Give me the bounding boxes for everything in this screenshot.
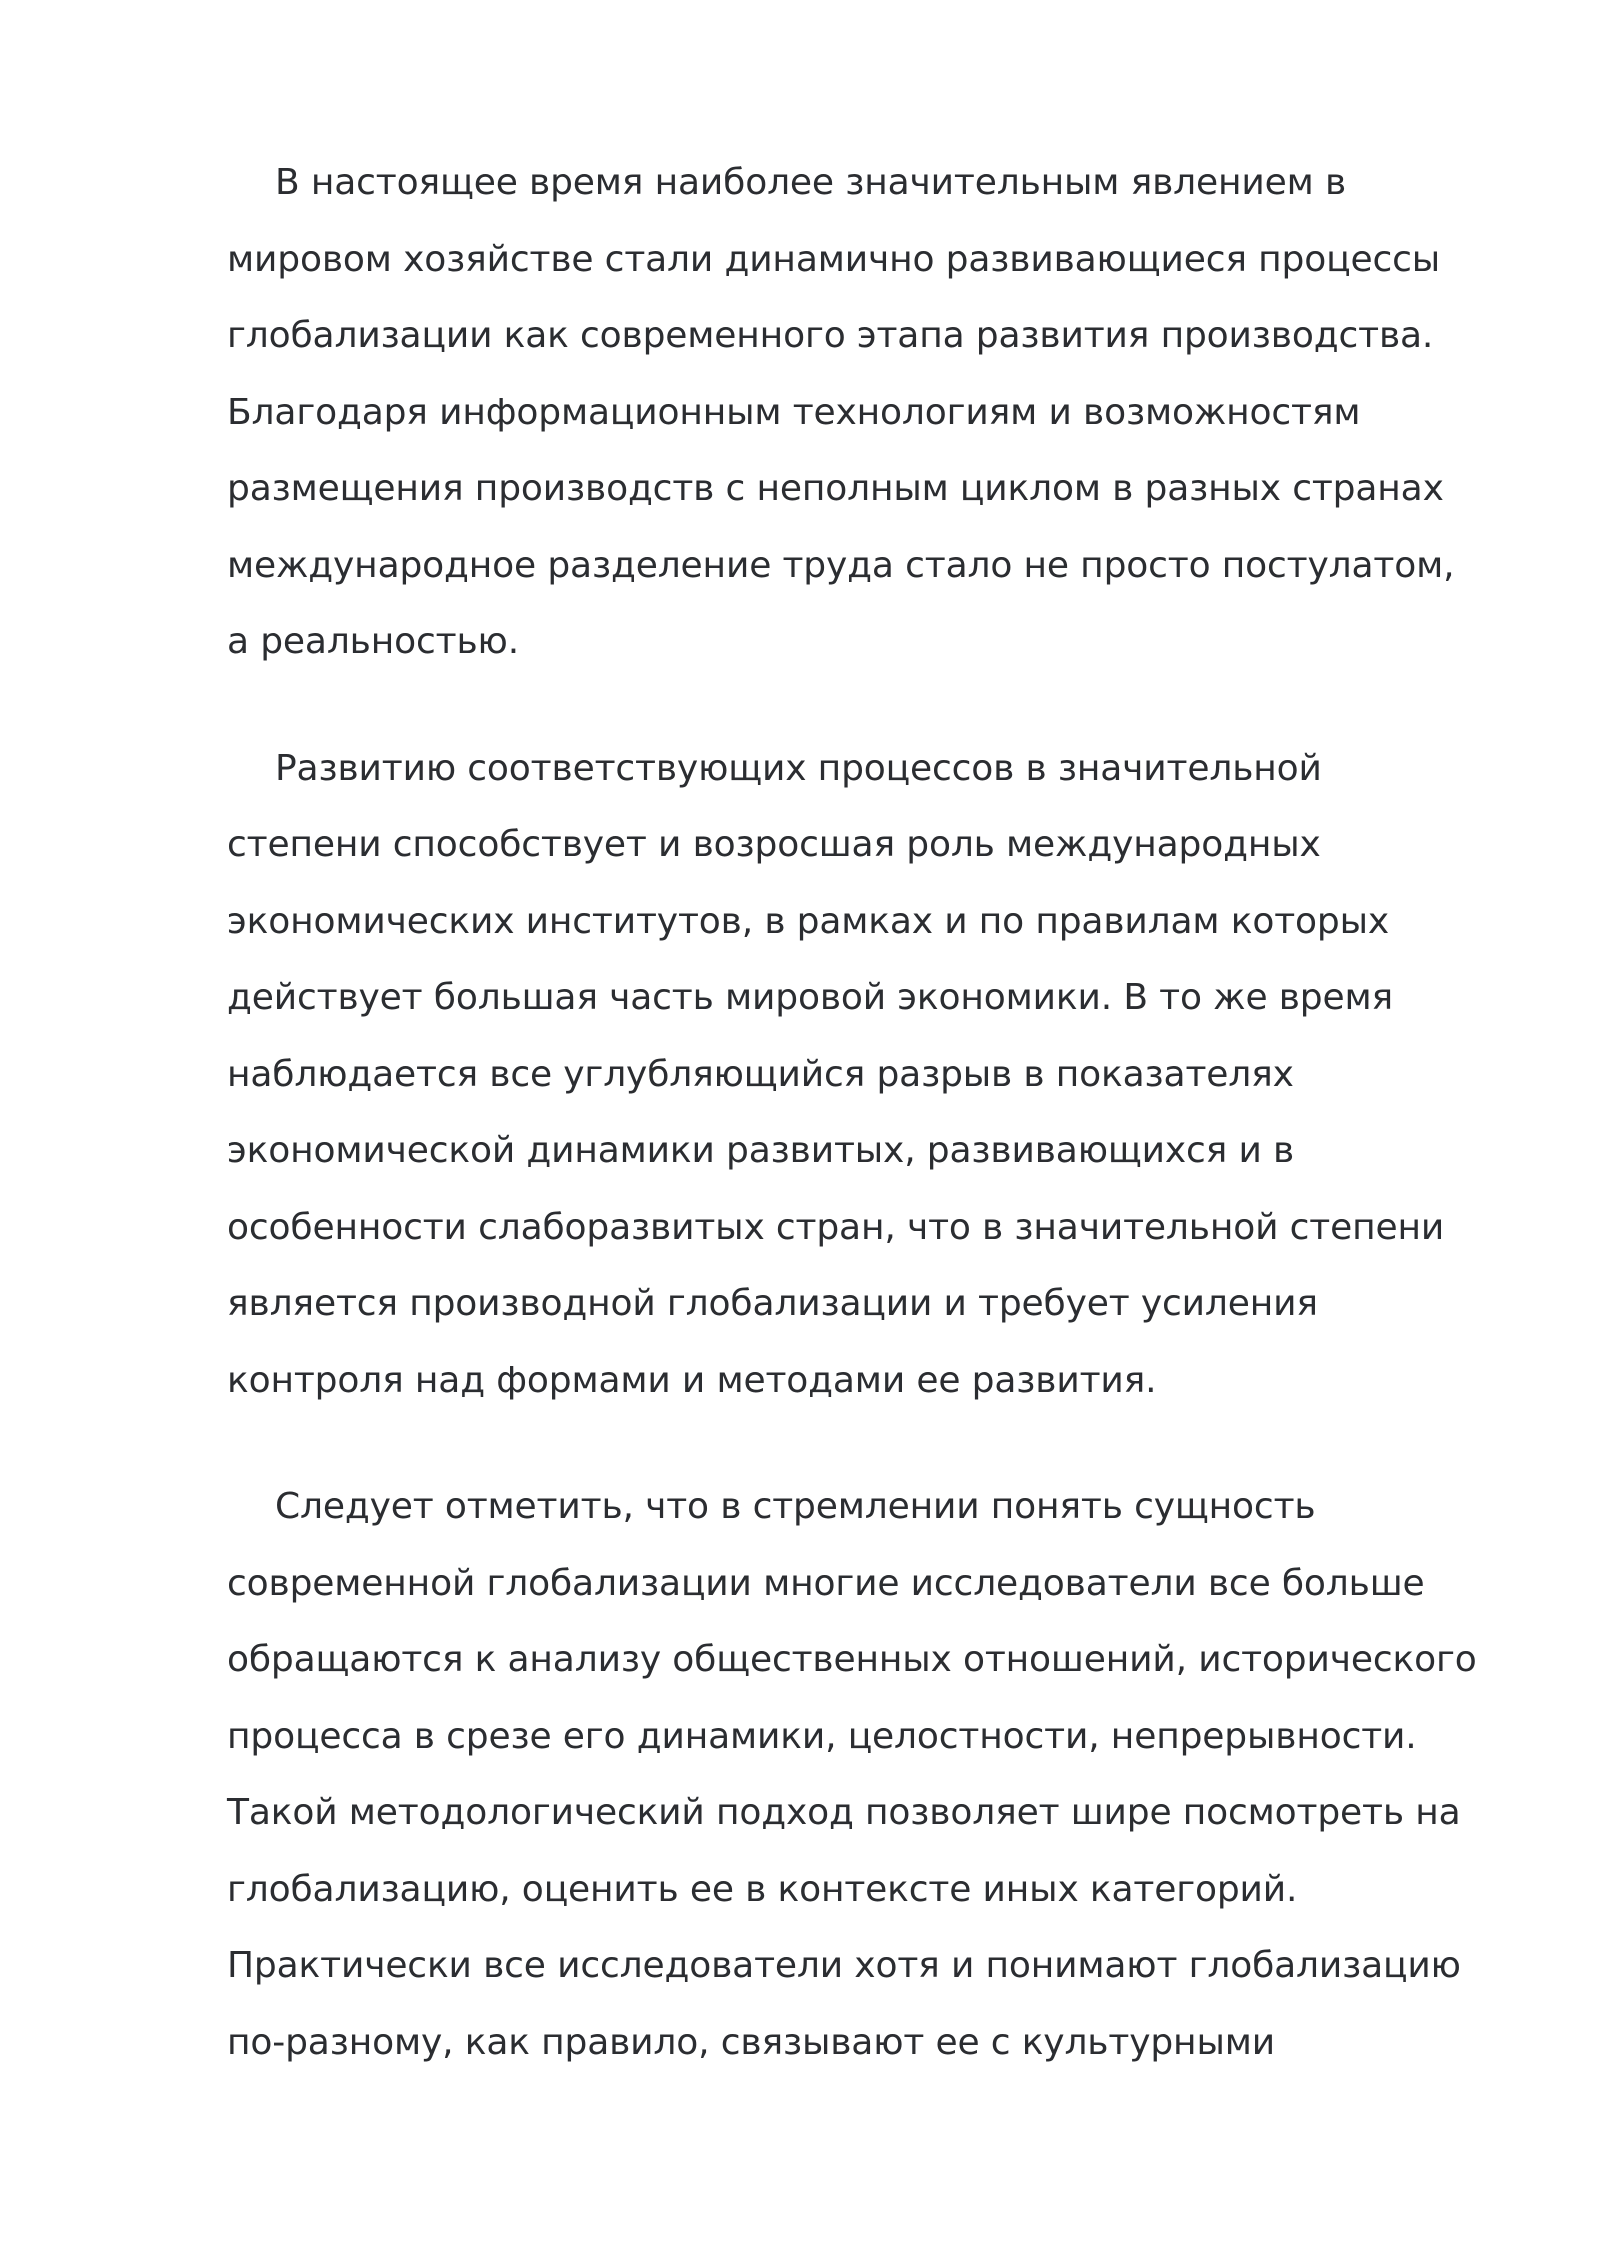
paragraph-3: Следует отметить, что в стремлении понять сущность современной глобализации многие исследователи все больше обращаются к анализу общественных отношений, исторического процесса в срезе его динамики, целостности, непрерывности. Такой методологический подход позволяет шире посмотреть на глобализацию, оценить ее в контексте иных категорий. Практически все исследователи хотя и понимают глобализацию по-разному, как правило, связывают ее с культурными	[227, 1486, 1477, 2063]
paragraph-1: В настоящее время наиболее значительным явлением в мировом хозяйстве стали динамично развивающиеся процессы глобализации как современного этапа развития производства. Благодаря информационным технологиям и возможностям размещения производств с неполным циклом в разных странах международное разделение труда стало не просто постулатом, а реальностью.	[227, 162, 1455, 662]
paragraph-2: Развитию соответствующих процессов в значительной степени способствует и возросшая роль международных экономических институтов, в рамках и по правилам которых действует большая часть мировой экономики. В то же время наблюдается все углубляющийся разрыв в показателях экономической динамики развитых, развивающихся и в особенности слаборазвитых стран, что в значительной степени является производной глобализации и требует усиления контроля над формами и методами ее развития.	[227, 747, 1445, 1401]
document-body	[227, 145, 1477, 2081]
